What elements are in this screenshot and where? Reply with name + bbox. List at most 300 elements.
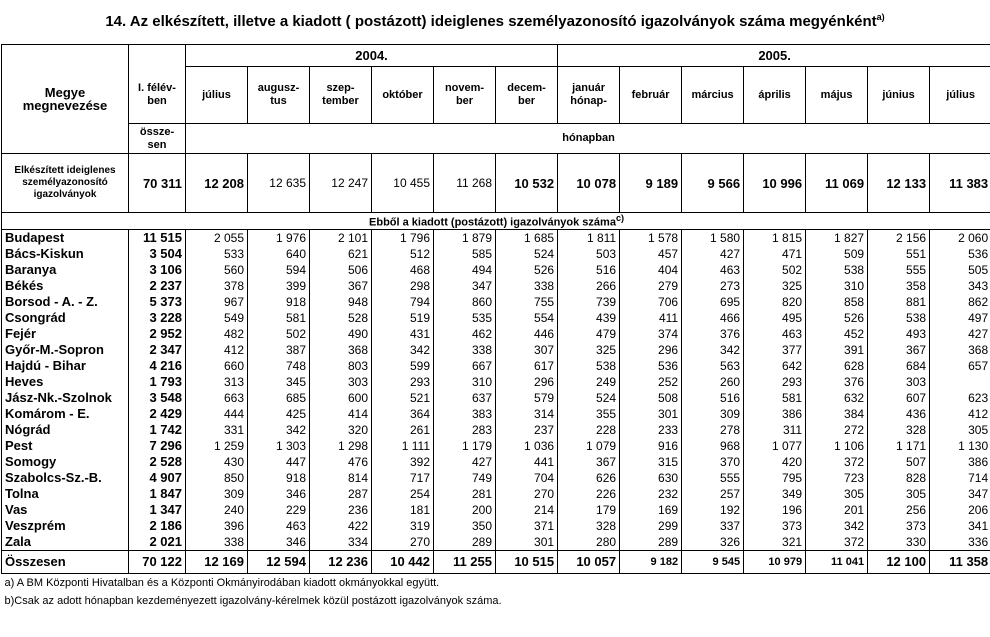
month-value: 503 (558, 246, 620, 262)
half-year-value: 5 373 (129, 294, 186, 310)
month-value: 549 (186, 310, 248, 326)
month-value: 252 (620, 374, 682, 390)
county-header: Megye megnevezése (2, 45, 129, 154)
month-value: 337 (682, 518, 744, 534)
month-value: 1 815 (744, 229, 806, 246)
month-value: 447 (248, 454, 310, 470)
month-value: 1 976 (248, 229, 310, 246)
made-value: 11 069 (806, 154, 868, 213)
month-header-2005: március (682, 67, 744, 124)
half-year-value: 3 504 (129, 246, 186, 262)
month-value: 599 (372, 358, 434, 374)
half-year-value: 4 907 (129, 470, 186, 486)
half-year-value: 7 296 (129, 438, 186, 454)
month-value: 820 (744, 294, 806, 310)
month-value: 273 (682, 278, 744, 294)
month-value: 967 (186, 294, 248, 310)
in-month-header: hónapban (186, 124, 990, 154)
county-name: Zala (2, 534, 129, 551)
month-value: 367 (868, 342, 930, 358)
half-year-value: 2 021 (129, 534, 186, 551)
month-value: 1 827 (806, 229, 868, 246)
total-label: Összesen (2, 550, 129, 573)
footnote-row (2, 573, 990, 592)
month-value: 637 (434, 390, 496, 406)
title-footnote-mark: a) (876, 12, 885, 22)
month-value: 524 (496, 246, 558, 262)
month-value: 509 (806, 246, 868, 262)
half-year-value: 2 952 (129, 326, 186, 342)
month-value: 412 (186, 342, 248, 358)
month-header-2005: április (744, 67, 806, 124)
month-value: 368 (310, 342, 372, 358)
month-value: 266 (558, 278, 620, 294)
month-value: 968 (682, 438, 744, 454)
month-value: 642 (744, 358, 806, 374)
month-value: 201 (806, 502, 868, 518)
month-value: 621 (310, 246, 372, 262)
month-value: 192 (682, 502, 744, 518)
total-value: 12 100 (868, 550, 930, 573)
month-value: 1 130 (930, 438, 990, 454)
total-value: 9 182 (620, 550, 682, 573)
month-value: 310 (434, 374, 496, 390)
year-2004-header: 2004. (186, 45, 558, 67)
half-year-header: I. félév-ben (129, 67, 186, 124)
table-row (2, 229, 990, 246)
total-row (2, 550, 990, 573)
table-row (2, 470, 990, 486)
month-value: 632 (806, 390, 868, 406)
month-value: 341 (930, 518, 990, 534)
made-value: 12 133 (868, 154, 930, 213)
month-value: 714 (930, 470, 990, 486)
total-section (2, 550, 990, 573)
month-value: 862 (930, 294, 990, 310)
half-year-value: 11 515 (129, 229, 186, 246)
month-value: 828 (868, 470, 930, 486)
month-value: 328 (558, 518, 620, 534)
month-value: 319 (372, 518, 434, 534)
month-header-2004: augusz-tus (248, 67, 310, 124)
month-value: 283 (434, 422, 496, 438)
month-value: 169 (620, 502, 682, 518)
month-value: 526 (806, 310, 868, 326)
month-value: 373 (868, 518, 930, 534)
month-value: 2 156 (868, 229, 930, 246)
month-value: 315 (620, 454, 682, 470)
month-value: 384 (806, 406, 868, 422)
month-value: 630 (620, 470, 682, 486)
month-value: 370 (682, 454, 744, 470)
month-value: 916 (620, 438, 682, 454)
made-value: 11 383 (930, 154, 990, 213)
month-value: 334 (310, 534, 372, 551)
month-value: 342 (806, 518, 868, 534)
table-row (2, 246, 990, 262)
month-value: 377 (744, 342, 806, 358)
month-value: 441 (496, 454, 558, 470)
month-value: 364 (372, 406, 434, 422)
month-value: 1 298 (310, 438, 372, 454)
month-value: 452 (806, 326, 868, 342)
month-value: 425 (248, 406, 310, 422)
month-value: 628 (806, 358, 868, 374)
half-year-value: 2 186 (129, 518, 186, 534)
month-value: 346 (248, 534, 310, 551)
month-value: 563 (682, 358, 744, 374)
month-value: 502 (744, 262, 806, 278)
month-value: 287 (310, 486, 372, 502)
month-value: 657 (930, 358, 990, 374)
month-value: 200 (434, 502, 496, 518)
month-value: 347 (930, 486, 990, 502)
month-value: 256 (868, 502, 930, 518)
month-value: 270 (372, 534, 434, 551)
half-year-value: 1 847 (129, 486, 186, 502)
month-value: 505 (930, 262, 990, 278)
total-value: 12 236 (310, 550, 372, 573)
month-value: 463 (744, 326, 806, 342)
month-value: 325 (744, 278, 806, 294)
month-value: 387 (248, 342, 310, 358)
empty-cell (930, 374, 990, 390)
month-value: 476 (310, 454, 372, 470)
month-value: 427 (434, 454, 496, 470)
month-value: 372 (806, 534, 868, 551)
month-value: 307 (496, 342, 558, 358)
month-value: 1 171 (868, 438, 930, 454)
month-value: 749 (434, 470, 496, 486)
month-value: 347 (434, 278, 496, 294)
made-row (2, 154, 990, 213)
month-value: 1 811 (558, 229, 620, 246)
month-value: 346 (248, 486, 310, 502)
month-value: 226 (558, 486, 620, 502)
month-value: 386 (744, 406, 806, 422)
month-value: 320 (310, 422, 372, 438)
month-value: 739 (558, 294, 620, 310)
table-row (2, 406, 990, 422)
month-value: 349 (744, 486, 806, 502)
month-value: 338 (496, 278, 558, 294)
month-value: 1 578 (620, 229, 682, 246)
table-row (2, 262, 990, 278)
month-value: 414 (310, 406, 372, 422)
month-value: 463 (248, 518, 310, 534)
month-value: 374 (620, 326, 682, 342)
page-title (0, 12, 990, 30)
month-value: 289 (434, 534, 496, 551)
month-value: 427 (930, 326, 990, 342)
total-value: 10 057 (558, 550, 620, 573)
month-value: 508 (620, 390, 682, 406)
month-value: 422 (310, 518, 372, 534)
month-header-2005: január hónap- (558, 67, 620, 124)
month-value: 179 (558, 502, 620, 518)
table-row (2, 502, 990, 518)
month-value: 325 (558, 342, 620, 358)
month-value: 301 (620, 406, 682, 422)
month-value: 516 (682, 390, 744, 406)
month-value: 1 079 (558, 438, 620, 454)
half-year-value: 1 742 (129, 422, 186, 438)
county-name: Nógrád (2, 422, 129, 438)
month-value: 342 (682, 342, 744, 358)
month-value: 279 (620, 278, 682, 294)
month-value: 383 (434, 406, 496, 422)
month-value: 350 (434, 518, 496, 534)
made-label: Elkészített ideiglenes személyazonosító igazolványok (2, 154, 129, 213)
table-row (2, 534, 990, 551)
made-value: 9 189 (620, 154, 682, 213)
month-value: 303 (310, 374, 372, 390)
month-value: 1 077 (744, 438, 806, 454)
month-header-row (2, 67, 990, 124)
table-row (2, 342, 990, 358)
county-name: Tolna (2, 486, 129, 502)
month-value: 536 (930, 246, 990, 262)
half-year-value: 3 106 (129, 262, 186, 278)
county-name: Heves (2, 374, 129, 390)
made-value: 12 208 (186, 154, 248, 213)
made-value: 10 455 (372, 154, 434, 213)
month-value: 301 (496, 534, 558, 551)
month-value: 367 (310, 278, 372, 294)
month-value: 660 (186, 358, 248, 374)
month-value: 493 (868, 326, 930, 342)
month-value: 521 (372, 390, 434, 406)
table-row (2, 374, 990, 390)
month-value: 236 (310, 502, 372, 518)
month-value: 462 (434, 326, 496, 342)
month-value: 444 (186, 406, 248, 422)
county-name: Somogy (2, 454, 129, 470)
month-header-2004: október (372, 67, 434, 124)
month-value: 439 (558, 310, 620, 326)
month-value: 229 (248, 502, 310, 518)
month-header-2004: decem-ber (496, 67, 558, 124)
month-value: 326 (682, 534, 744, 551)
month-value: 466 (682, 310, 744, 326)
month-value: 468 (372, 262, 434, 278)
month-value: 516 (558, 262, 620, 278)
month-value: 594 (248, 262, 310, 278)
table-row (2, 454, 990, 470)
month-value: 560 (186, 262, 248, 278)
month-value: 528 (310, 310, 372, 326)
month-value: 310 (806, 278, 868, 294)
month-value: 1 796 (372, 229, 434, 246)
month-value: 257 (682, 486, 744, 502)
month-value: 305 (930, 422, 990, 438)
month-value: 617 (496, 358, 558, 374)
month-value: 695 (682, 294, 744, 310)
month-value: 626 (558, 470, 620, 486)
month-value: 254 (372, 486, 434, 502)
issued-caption (2, 213, 990, 230)
month-value: 206 (930, 502, 990, 518)
month-value: 391 (806, 342, 868, 358)
total-value: 10 442 (372, 550, 434, 573)
month-value: 376 (806, 374, 868, 390)
month-value: 526 (496, 262, 558, 278)
issued-caption-mark: c) (615, 213, 625, 223)
month-value: 373 (744, 518, 806, 534)
month-value: 881 (868, 294, 930, 310)
month-value: 1 303 (248, 438, 310, 454)
month-value: 482 (186, 326, 248, 342)
county-name: Fejér (2, 326, 129, 342)
made-value: 11 268 (434, 154, 496, 213)
month-value: 755 (496, 294, 558, 310)
half-year-value: 3 548 (129, 390, 186, 406)
month-value: 1 580 (682, 229, 744, 246)
month-value: 345 (248, 374, 310, 390)
issued-caption-text: Ebből a kiadott (postázott) igazolványok száma (369, 216, 616, 229)
total-value: 11 358 (930, 550, 990, 573)
month-value: 1 879 (434, 229, 496, 246)
month-value: 533 (186, 246, 248, 262)
month-value: 524 (558, 390, 620, 406)
half-year-value: 2 237 (129, 278, 186, 294)
month-value: 723 (806, 470, 868, 486)
month-value: 490 (310, 326, 372, 342)
month-value: 342 (372, 342, 434, 358)
month-value: 280 (558, 534, 620, 551)
total-value: 12 594 (248, 550, 310, 573)
month-value: 494 (434, 262, 496, 278)
month-value: 507 (868, 454, 930, 470)
month-value: 1 685 (496, 229, 558, 246)
month-value: 181 (372, 502, 434, 518)
month-value: 585 (434, 246, 496, 262)
month-header-2005: július (930, 67, 990, 124)
month-value: 343 (930, 278, 990, 294)
month-value: 538 (558, 358, 620, 374)
month-value: 338 (186, 534, 248, 551)
table-row (2, 422, 990, 438)
month-value: 2 101 (310, 229, 372, 246)
month-value: 358 (868, 278, 930, 294)
month-value: 479 (558, 326, 620, 342)
month-value: 2 055 (186, 229, 248, 246)
data-table (1, 44, 990, 610)
year-2005-header: 2005. (558, 45, 990, 67)
month-value: 579 (496, 390, 558, 406)
made-half: 70 311 (129, 154, 186, 213)
year-header-row (2, 45, 990, 67)
table-row (2, 438, 990, 454)
month-value: 667 (434, 358, 496, 374)
month-value: 261 (372, 422, 434, 438)
month-value: 918 (248, 470, 310, 486)
notes-section (2, 573, 990, 610)
month-header-2004: novem-ber (434, 67, 496, 124)
month-value: 314 (496, 406, 558, 422)
county-name: Csongrád (2, 310, 129, 326)
month-value: 519 (372, 310, 434, 326)
month-value: 1 036 (496, 438, 558, 454)
month-value: 296 (496, 374, 558, 390)
month-value: 803 (310, 358, 372, 374)
month-value: 386 (930, 454, 990, 470)
month-value: 281 (434, 486, 496, 502)
made-value: 12 635 (248, 154, 310, 213)
month-value: 396 (186, 518, 248, 534)
month-value: 392 (372, 454, 434, 470)
month-value: 342 (248, 422, 310, 438)
month-value: 717 (372, 470, 434, 486)
month-value: 378 (186, 278, 248, 294)
county-name: Baranya (2, 262, 129, 278)
county-name: Hajdú - Bihar (2, 358, 129, 374)
month-value: 298 (372, 278, 434, 294)
month-value: 214 (496, 502, 558, 518)
month-value: 704 (496, 470, 558, 486)
month-value: 399 (248, 278, 310, 294)
month-value: 457 (620, 246, 682, 262)
month-value: 497 (930, 310, 990, 326)
half-year-value: 1 347 (129, 502, 186, 518)
month-value: 860 (434, 294, 496, 310)
month-value: 305 (806, 486, 868, 502)
month-value: 309 (682, 406, 744, 422)
month-value: 240 (186, 502, 248, 518)
made-value: 9 566 (682, 154, 744, 213)
month-value: 376 (682, 326, 744, 342)
half-year-top (129, 45, 186, 67)
month-value: 372 (806, 454, 868, 470)
month-value: 249 (558, 374, 620, 390)
month-value: 427 (682, 246, 744, 262)
month-value: 814 (310, 470, 372, 486)
made-value: 12 247 (310, 154, 372, 213)
month-value: 296 (620, 342, 682, 358)
month-value: 1 179 (434, 438, 496, 454)
month-value: 331 (186, 422, 248, 438)
month-value: 512 (372, 246, 434, 262)
half-year-value: 4 216 (129, 358, 186, 374)
month-value: 581 (248, 310, 310, 326)
table-row (2, 518, 990, 534)
county-name: Győr-M.-Sopron (2, 342, 129, 358)
month-value: 355 (558, 406, 620, 422)
month-value: 623 (930, 390, 990, 406)
month-value: 232 (620, 486, 682, 502)
month-value: 794 (372, 294, 434, 310)
month-value: 471 (744, 246, 806, 262)
month-value: 305 (868, 486, 930, 502)
month-value: 1 106 (806, 438, 868, 454)
month-value: 446 (496, 326, 558, 342)
made-value: 10 078 (558, 154, 620, 213)
half-year-value: 2 429 (129, 406, 186, 422)
month-value: 330 (868, 534, 930, 551)
table-row (2, 486, 990, 502)
month-value: 436 (868, 406, 930, 422)
month-value: 420 (744, 454, 806, 470)
half-year-value: 3 228 (129, 310, 186, 326)
total-value: 11 041 (806, 550, 868, 573)
month-value: 536 (620, 358, 682, 374)
month-value: 293 (744, 374, 806, 390)
month-value: 270 (496, 486, 558, 502)
footnote-row (2, 592, 990, 610)
month-value: 948 (310, 294, 372, 310)
county-name: Szabolcs-Sz.-B. (2, 470, 129, 486)
month-value: 1 111 (372, 438, 434, 454)
